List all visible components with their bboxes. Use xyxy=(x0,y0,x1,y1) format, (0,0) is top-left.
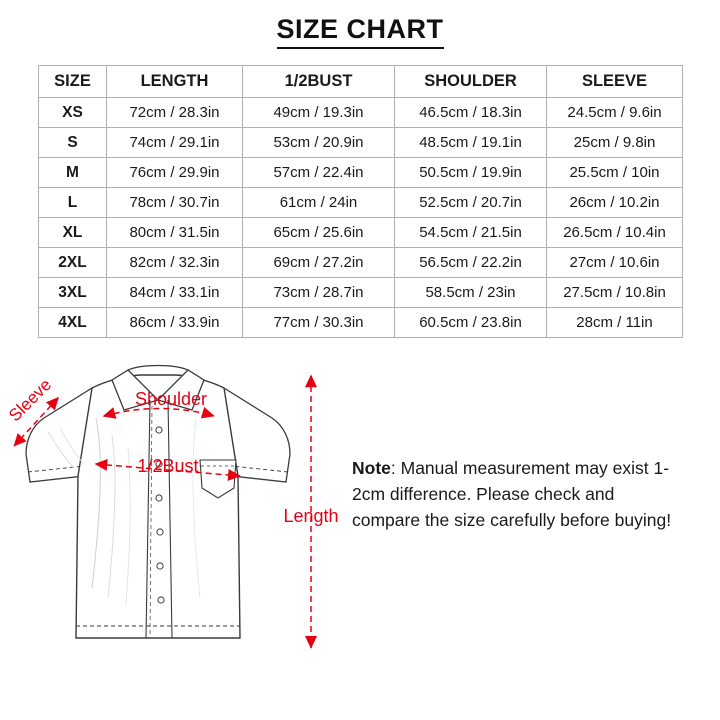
table-header xyxy=(39,66,683,98)
table-row xyxy=(39,188,683,218)
cell-shoulder: 46.5cm / 18.3in xyxy=(395,98,547,128)
page-title: SIZE CHART xyxy=(277,14,444,49)
cell-length: 82cm / 32.3in xyxy=(107,248,243,278)
shirt-diagram xyxy=(0,348,345,698)
measurement-diagram-section xyxy=(0,348,720,698)
column-header-shoulder: SHOULDER xyxy=(395,66,547,98)
note-label: Note xyxy=(352,458,391,478)
cell-size: XS xyxy=(39,98,107,128)
cell-half-bust: 57cm / 22.4in xyxy=(243,158,395,188)
cell-half-bust: 77cm / 30.3in xyxy=(243,308,395,338)
cell-half-bust: 53cm / 20.9in xyxy=(243,128,395,158)
cell-length: 80cm / 31.5in xyxy=(107,218,243,248)
note-separator: : xyxy=(390,458,401,478)
cell-sleeve: 28cm / 11in xyxy=(547,308,683,338)
column-header-sleeve: SLEEVE xyxy=(547,66,683,98)
column-header-size: SIZE xyxy=(39,66,107,98)
cell-half-bust: 49cm / 19.3in xyxy=(243,98,395,128)
cell-sleeve: 27.5cm / 10.8in xyxy=(547,278,683,308)
cell-size: 2XL xyxy=(39,248,107,278)
cell-half-bust: 61cm / 24in xyxy=(243,188,395,218)
table-row xyxy=(39,218,683,248)
column-header-length: LENGTH xyxy=(107,66,243,98)
cell-shoulder: 48.5cm / 19.1in xyxy=(395,128,547,158)
cell-shoulder: 60.5cm / 23.8in xyxy=(395,308,547,338)
cell-size: M xyxy=(39,158,107,188)
cell-size: XL xyxy=(39,218,107,248)
note-text: Manual measurement may exist 1-2cm difference. Please check and compare the size carefully before buying! xyxy=(352,458,672,530)
table-row xyxy=(39,248,683,278)
title-container xyxy=(0,0,720,49)
label-shoulder: Shoulder xyxy=(134,389,208,409)
cell-shoulder: 58.5cm / 23in xyxy=(395,278,547,308)
table-body xyxy=(39,98,683,338)
cell-sleeve: 25.5cm / 10in xyxy=(547,158,683,188)
cell-sleeve: 26.5cm / 10.4in xyxy=(547,218,683,248)
cell-half-bust: 73cm / 28.7in xyxy=(243,278,395,308)
table-row xyxy=(39,98,683,128)
cell-shoulder: 52.5cm / 20.7in xyxy=(395,188,547,218)
size-table-container xyxy=(38,65,682,338)
column-header-half-bust: 1/2BUST xyxy=(243,66,395,98)
cell-size: 4XL xyxy=(39,308,107,338)
cell-sleeve: 26cm / 10.2in xyxy=(547,188,683,218)
table-row xyxy=(39,128,683,158)
table-row xyxy=(39,158,683,188)
cell-length: 74cm / 29.1in xyxy=(107,128,243,158)
table-row xyxy=(39,278,683,308)
cell-half-bust: 69cm / 27.2in xyxy=(243,248,395,278)
cell-shoulder: 56.5cm / 22.2in xyxy=(395,248,547,278)
table-header-row xyxy=(39,66,683,98)
cell-length: 86cm / 33.9in xyxy=(107,308,243,338)
cell-length: 72cm / 28.3in xyxy=(107,98,243,128)
label-length: Length xyxy=(283,506,339,526)
cell-size: S xyxy=(39,128,107,158)
size-table xyxy=(38,65,683,338)
cell-size: L xyxy=(39,188,107,218)
cell-length: 76cm / 29.9in xyxy=(107,158,243,188)
cell-sleeve: 25cm / 9.8in xyxy=(547,128,683,158)
cell-length: 78cm / 30.7in xyxy=(107,188,243,218)
label-half-bust: 1/2Bust xyxy=(137,456,199,476)
label-sleeve: Sleeve xyxy=(5,375,56,426)
cell-shoulder: 54.5cm / 21.5in xyxy=(395,218,547,248)
table-row xyxy=(39,308,683,338)
cell-sleeve: 27cm / 10.6in xyxy=(547,248,683,278)
cell-size: 3XL xyxy=(39,278,107,308)
cell-sleeve: 24.5cm / 9.6in xyxy=(547,98,683,128)
cell-shoulder: 50.5cm / 19.9in xyxy=(395,158,547,188)
cell-length: 84cm / 33.1in xyxy=(107,278,243,308)
cell-half-bust: 65cm / 25.6in xyxy=(243,218,395,248)
note-block xyxy=(352,456,682,534)
